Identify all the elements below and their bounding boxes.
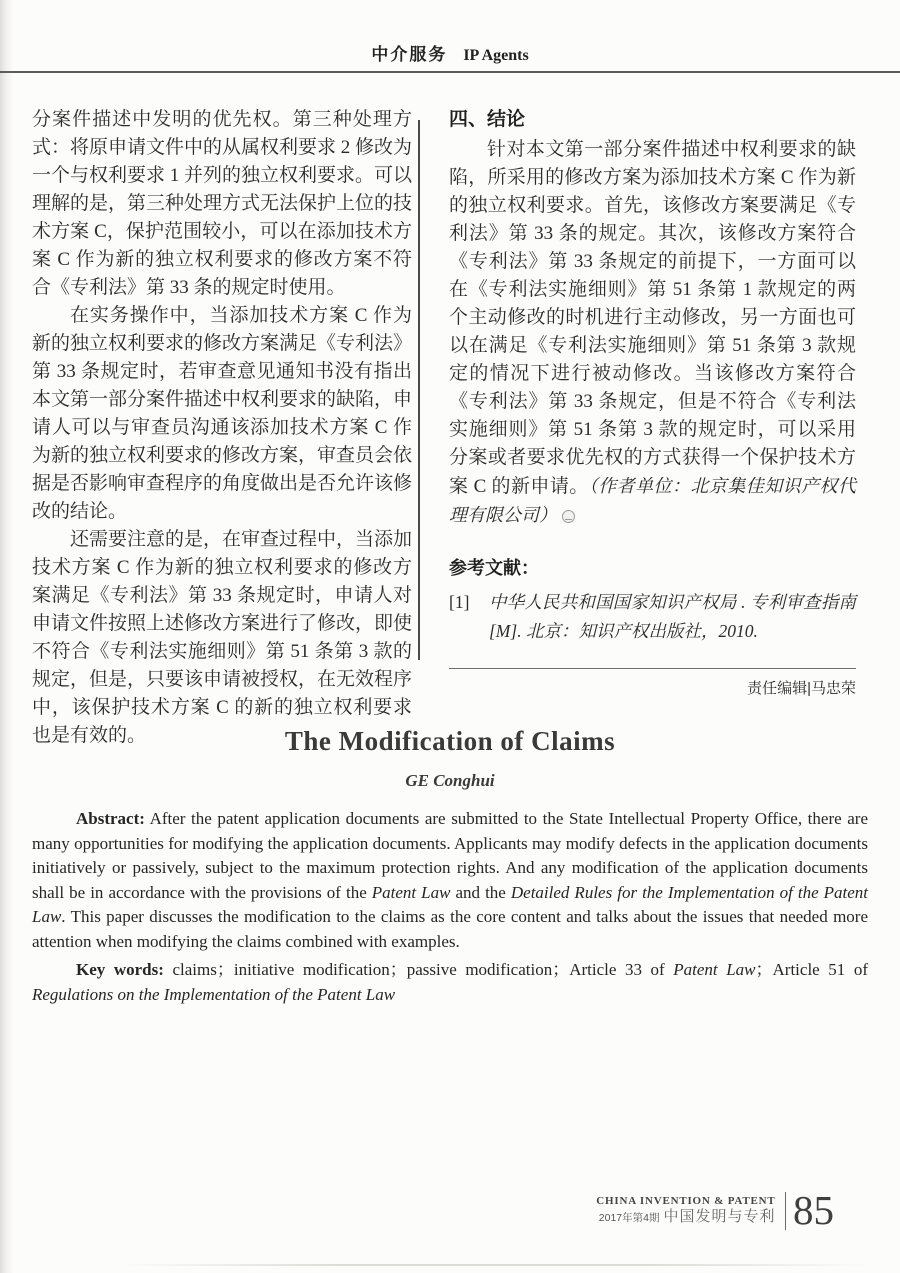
body-paragraph: 在实务操作中，当添加技术方案 C 作为新的独立权利要求的修改方案满足《专利法》第 33 条规定时，若审查意见通知书没有指出本文第一部分案件描述中权利要求的缺陷，申请人可以与审查员沟通该添加技术方案 C 作为新的独立权利要求的修改方案，审查员会依据是否影响审查程序的角度做出是否允许该修改的结论。 xyxy=(32,305,413,522)
footer-journal-block xyxy=(596,1195,775,1226)
conclusion-heading: 四、结论 xyxy=(449,109,526,130)
left-column xyxy=(32,106,412,750)
article-columns xyxy=(32,106,856,750)
right-column xyxy=(425,106,856,750)
english-author: GE Conghui xyxy=(405,771,495,790)
keyword-segment: claims；initiative modification；passive modification；Article 33 of xyxy=(163,960,674,979)
keywords-paragraph xyxy=(32,958,868,1007)
footer-journal-name-cn: 中国发明与专利 xyxy=(663,1207,776,1225)
body-paragraph: 分案件描述中发明的优先权。第三种处理方式：将原申请文件中的从属权利要求 2 修改为一个与权利要求 1 并列的独立权利要求。可以理解的是，第三种处理方式无法保护上位的技术方案 C，保护范围较小，可以在添加技术方案 C 作为新的独立权利要求的修改方案不符合《专利法》第 33 条的规定时使用。 xyxy=(32,109,413,298)
references-heading: 参考文献： xyxy=(449,558,539,578)
abstract-segment: . This paper discusses the modification to the claims as the core content and talks about the issues that needed more attention when modifying the claims combined with examples. xyxy=(32,907,868,951)
keyword-segment-italic: Patent Law xyxy=(673,960,756,979)
keyword-segment: ；Article 51 of xyxy=(755,960,869,979)
scan-bottom-shadow xyxy=(120,1264,870,1266)
reference-index: [1] xyxy=(449,592,470,612)
reference-text: 中华人民共和国国家知识产权局 . 专利审查指南 [M]. 北京：知识产权出版社，2010. xyxy=(489,592,856,641)
scan-edge-shadow xyxy=(0,0,14,1273)
abstract-segment: After the patent application documents are submitted to the State Intellectual Property Office, there are many opportunities for modifying the application documents. Applicants may modify defects in the application documents initiatively or passively, subject to the maximum protection rights. And any modification of the application documents shall be in accordance with the provisions of the xyxy=(32,809,868,902)
conclusion-paragraph xyxy=(449,136,856,530)
section-title-cn: 中介服务 xyxy=(371,45,448,64)
footer-journal-name-en: CHINA INVENTION & PATENT xyxy=(596,1194,776,1207)
body-paragraph: 还需要注意的是，在审查过程中，当添加技术方案 C 作为新的独立权利要求的修改方案满足《专利法》第 33 条规定时，申请人对申请文件按照上述修改方案进行了修改，即使不符合《专利法实施细则》第 51 条第 3 款的规定，但是，只要该申请被授权，在无效程序中，该保护技术方案 C 的新的独立权利要求也是有效的。 xyxy=(32,529,413,746)
page-footer xyxy=(596,1187,834,1233)
header-rule xyxy=(0,71,900,73)
abstract-label: Abstract: xyxy=(76,809,145,828)
page-number: 85 xyxy=(793,1187,834,1233)
conclusion-text: 针对本文第一部分案件描述中权利要求的缺陷，所采用的修改方案为添加技术方案 C 作为新的独立权利要求。首先，该修改方案要满足《专利法》第 33 条的规定。其次，该修改方案符合《专利法》第 33 条规定的前提下，一方面可以在《专利法实施细则》第 51 条第 1 款规定的两个主动修改的时机进行主动修改，另一方面也可以在满足《专利法实施细则》第 51 条第 3 款规定的情况下进行被动修改。当该修改方案符合《专利法》第 33 条规定，但是不符合《专利法实施细则》第 51 条第 3 款的规定时，可以采用分案或者要求优先权的方式获得一个保护技术方案 C 的新申请。 xyxy=(449,139,856,497)
abstract-segment: and the xyxy=(450,882,511,902)
references-block xyxy=(449,554,856,698)
english-title: The Modification of Claims xyxy=(284,726,616,756)
abstract-segment-italic: Detailed Rules for the Implementation of the Patent Law xyxy=(32,882,869,926)
keyword-segment-italic: Regulations on the Implementation of the Patent Law xyxy=(32,984,396,1004)
footer-divider-bar xyxy=(785,1192,787,1230)
author-affiliation-note: （作者单位：北京集佳知识产权代理有限公司） xyxy=(449,476,856,525)
footer-journal-line-cn xyxy=(596,1208,775,1226)
column-divider xyxy=(418,120,420,660)
responsible-editor: 责任编辑|马忠荣 xyxy=(747,680,856,697)
editor-divider xyxy=(449,668,856,669)
english-abstract-section xyxy=(32,726,868,1007)
section-title-en: IP Agents xyxy=(463,47,529,64)
article-end-icon xyxy=(562,510,575,523)
abstract-paragraph xyxy=(32,807,868,954)
footer-issue: 2017年第4期 xyxy=(598,1211,660,1224)
keywords-label: Key words: xyxy=(76,960,164,979)
reference-item xyxy=(449,588,856,646)
page-header xyxy=(0,40,900,65)
abstract-segment-italic: Patent Law xyxy=(371,882,451,902)
